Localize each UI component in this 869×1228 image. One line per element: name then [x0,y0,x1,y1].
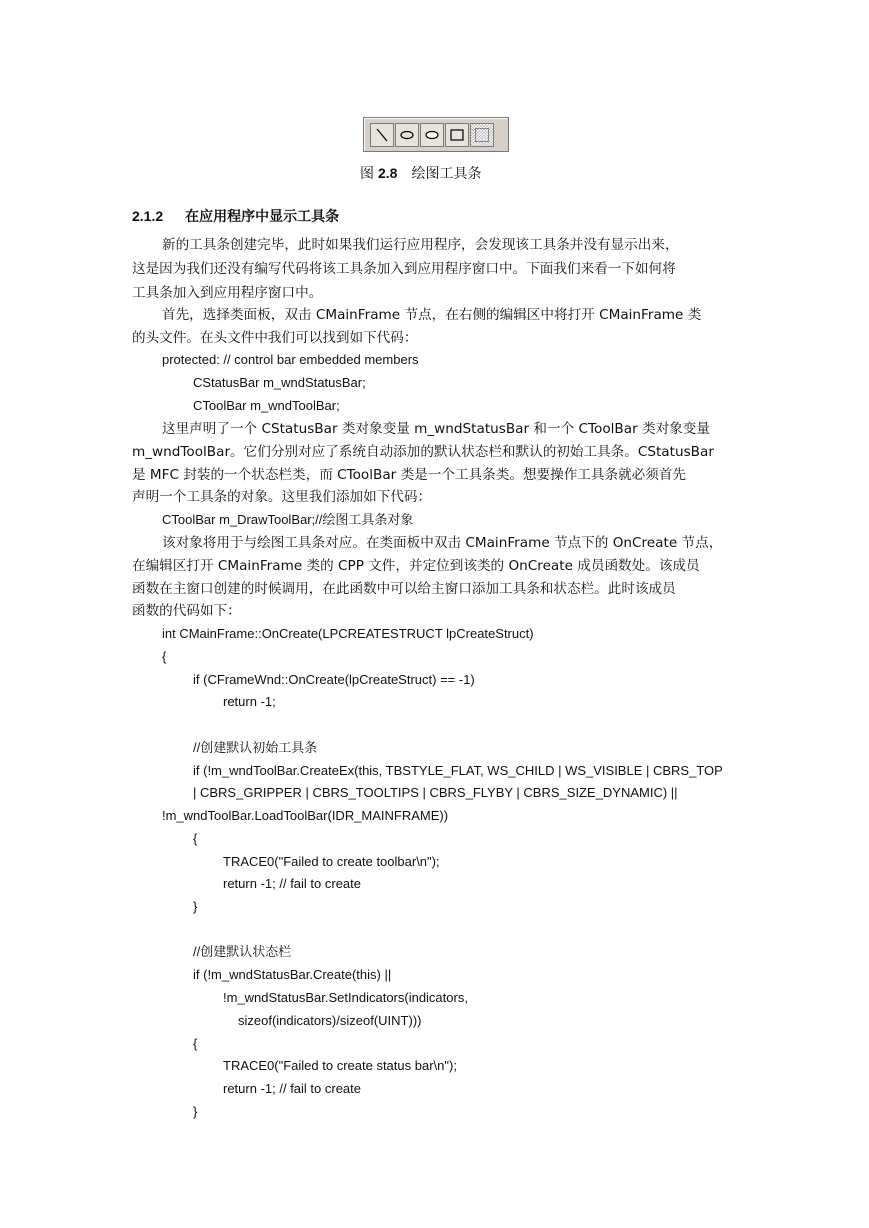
code-line: { [162,649,167,664]
code-line: { [193,1036,198,1051]
paragraph-line: 工具条加入到应用程序窗口中。 [132,285,323,301]
rectangle-tool-icon [445,123,469,147]
figure-caption-text: 绘图工具条 [411,166,482,182]
figure-caption [360,163,510,184]
code-line: //创建默认初始工具条 [193,740,318,755]
ellipse-tool-icon [395,123,419,147]
filled-ellipse-tool-icon [420,123,444,147]
paragraph-line: 该对象将用于与绘图工具条对应。在类面板中双击 CMainFrame 节点下的 OnCreate 节点， [162,535,723,551]
paragraph-line: m_wndToolBar。它们分别对应了系统自动添加的默认状态栏和默认的初始工具条。CStatusBar [132,444,714,460]
code-line: TRACE0("Failed to create status bar\n"); [223,1058,457,1073]
paragraph-line: 首先，选择类面板，双击 CMainFrame 节点，在右侧的编辑区中将打开 CMainFrame 类 [162,307,702,323]
paragraph-line: 声明一个工具条的对象。这里我们添加如下代码： [132,489,432,505]
paragraph-line: 函数在主窗口创建的时候调用，在此函数中可以给主窗口添加工具条和状态栏。此时该成员 [132,581,676,597]
drawing-toolbar-figure [363,117,509,152]
dotted-rectangle-tool-icon [470,123,494,147]
code-line: | CBRS_GRIPPER | CBRS_TOOLTIPS | CBRS_FLYBY | CBRS_SIZE_DYNAMIC) || [193,785,678,800]
figure-caption-prefix: 图 [360,166,374,182]
section-heading [132,206,339,227]
paragraph-line: 新的工具条创建完毕，此时如果我们运行应用程序，会发现该工具条并没有显示出来， [162,237,679,253]
paragraph-line: 函数的代码如下： [132,603,241,619]
code-line: return -1; // fail to create [223,876,362,891]
code-line: CToolBar m_DrawToolBar;//绘图工具条对象 [162,512,414,527]
code-line: } [193,899,198,914]
code-line: { [193,831,198,846]
figure-caption-number: 2.8 [378,165,398,181]
section-number: 2.1.2 [132,208,164,224]
code-line: CToolBar m_wndToolBar; [193,398,340,413]
code-line: sizeof(indicators)/sizeof(UINT))) [238,1013,422,1028]
paragraph-line: 在编辑区打开 CMainFrame 类的 CPP 文件，并定位到该类的 OnCreate 成员函数处。该成员 [132,558,700,574]
code-line: !m_wndStatusBar.SetIndicators(indicators, [223,990,468,1005]
code-line: if (!m_wndToolBar.CreateEx(this, TBSTYLE_FLAT, WS_CHILD | WS_VISIBLE | CBRS_TOP [193,763,723,778]
code-line: protected: // control bar embedded members [162,352,419,367]
section-title: 在应用程序中显示工具条 [185,209,340,225]
code-line: if (CFrameWnd::OnCreate(lpCreateStruct) == -1) [193,672,475,687]
line-tool-icon [370,123,394,147]
code-line: int CMainFrame::OnCreate(LPCREATESTRUCT lpCreateStruct) [162,626,534,641]
paragraph-line: 是 MFC 封装的一个状态栏类，而 CToolBar 类是一个工具条类。想要操作工具条就必须首先 [132,467,687,483]
code-line: //创建默认状态栏 [193,944,292,959]
code-line: CStatusBar m_wndStatusBar; [193,375,366,390]
code-line: return -1; // fail to create [223,1081,362,1096]
paragraph-line: 的头文件。在头文件中我们可以找到如下代码： [132,330,418,346]
paragraph-line: 这是因为我们还没有编写代码将该工具条加入到应用程序窗口中。下面我们来看一下如何将 [132,261,676,277]
code-line: } [193,1104,198,1119]
code-line: TRACE0("Failed to create toolbar\n"); [223,854,440,869]
paragraph-line: 这里声明了一个 CStatusBar 类对象变量 m_wndStatusBar 和一个 CToolBar 类对象变量 [162,421,710,437]
code-line: !m_wndToolBar.LoadToolBar(IDR_MAINFRAME)) [162,808,449,823]
code-line: if (!m_wndStatusBar.Create(this) || [193,967,392,982]
code-line: return -1; [223,694,276,709]
